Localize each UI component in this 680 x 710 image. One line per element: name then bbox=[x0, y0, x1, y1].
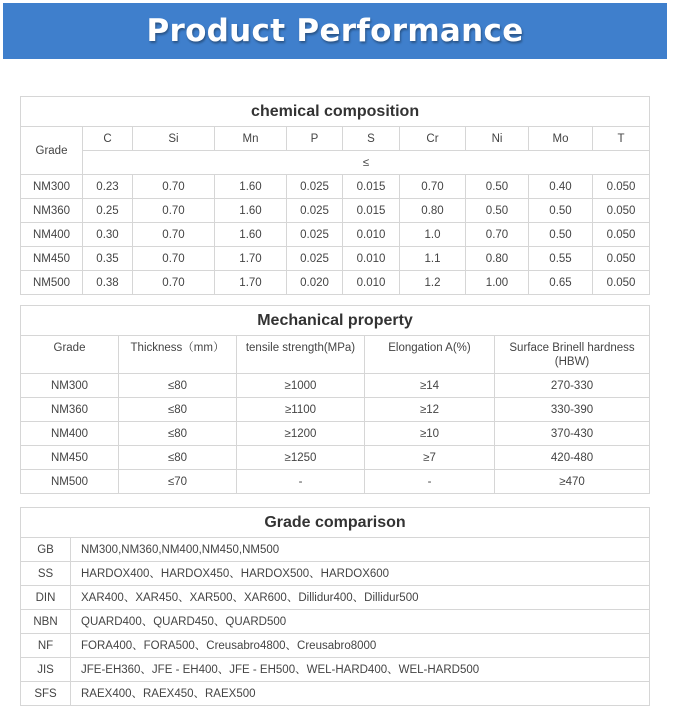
grades-cell: HARDOX400、HARDOX450、HARDOX500、HARDOX600 bbox=[71, 562, 650, 586]
cell: NM360 bbox=[21, 398, 119, 422]
cell: NM400 bbox=[21, 422, 119, 446]
cell: 0.23 bbox=[83, 175, 133, 199]
cell: 330-390 bbox=[495, 398, 650, 422]
cell: - bbox=[365, 470, 495, 494]
standard-cell: NBN bbox=[21, 610, 71, 634]
column-header: Grade bbox=[21, 336, 119, 374]
header-banner bbox=[3, 3, 667, 59]
grades-cell: JFE-EH360、JFE - EH400、JFE - EH500、WEL-HARD400、WEL-HARD500 bbox=[71, 658, 650, 682]
grades-cell: XAR400、XAR450、XAR500、XAR600、Dillidur400、Dillidur500 bbox=[71, 586, 650, 610]
cell: 0.025 bbox=[287, 247, 343, 271]
cell: 0.70 bbox=[466, 223, 529, 247]
column-header: Si bbox=[133, 127, 215, 151]
cell: 0.40 bbox=[529, 175, 593, 199]
table-row bbox=[21, 271, 650, 295]
cell: ≥470 bbox=[495, 470, 650, 494]
table-row bbox=[21, 586, 650, 610]
cell: ≥1250 bbox=[237, 446, 365, 470]
column-header: tensile strength(MPa) bbox=[237, 336, 365, 374]
cell: NM500 bbox=[21, 271, 83, 295]
table-row bbox=[21, 634, 650, 658]
cell: 1.60 bbox=[215, 199, 287, 223]
cell: 0.80 bbox=[466, 247, 529, 271]
cell: NM450 bbox=[21, 247, 83, 271]
cell: 0.010 bbox=[343, 247, 400, 271]
chemical-composition-table bbox=[20, 96, 650, 295]
cell: 0.050 bbox=[593, 271, 650, 295]
cell: 0.70 bbox=[133, 223, 215, 247]
cell: ≥1200 bbox=[237, 422, 365, 446]
cell: ≤80 bbox=[119, 446, 237, 470]
cell: ≥10 bbox=[365, 422, 495, 446]
cell: 0.55 bbox=[529, 247, 593, 271]
cell: 420-480 bbox=[495, 446, 650, 470]
grade-comparison-title: Grade comparison bbox=[21, 508, 650, 538]
cell: 1.0 bbox=[400, 223, 466, 247]
table-row bbox=[21, 538, 650, 562]
column-header: P bbox=[287, 127, 343, 151]
table-row bbox=[21, 446, 650, 470]
cell: 0.50 bbox=[466, 175, 529, 199]
cell: 0.050 bbox=[593, 223, 650, 247]
cell: 0.050 bbox=[593, 247, 650, 271]
cell: ≥12 bbox=[365, 398, 495, 422]
cell: 270-330 bbox=[495, 374, 650, 398]
cell: ≥1100 bbox=[237, 398, 365, 422]
grade-comparison-table bbox=[20, 507, 650, 706]
standard-cell: GB bbox=[21, 538, 71, 562]
grades-cell: NM300,NM360,NM400,NM450,NM500 bbox=[71, 538, 650, 562]
cell: 0.010 bbox=[343, 223, 400, 247]
cell: 0.025 bbox=[287, 199, 343, 223]
cell: 0.70 bbox=[133, 175, 215, 199]
cell: ≤80 bbox=[119, 422, 237, 446]
table-row bbox=[21, 422, 650, 446]
cell: ≤80 bbox=[119, 374, 237, 398]
cell: 0.50 bbox=[529, 199, 593, 223]
cell: 1.70 bbox=[215, 271, 287, 295]
cell: 1.60 bbox=[215, 175, 287, 199]
cell: 1.60 bbox=[215, 223, 287, 247]
standard-cell: SFS bbox=[21, 682, 71, 706]
cell: ≤70 bbox=[119, 470, 237, 494]
cell: 0.80 bbox=[400, 199, 466, 223]
cell: 0.015 bbox=[343, 199, 400, 223]
column-header: Thickness（mm） bbox=[119, 336, 237, 374]
column-header: C bbox=[83, 127, 133, 151]
cell: 0.30 bbox=[83, 223, 133, 247]
cell: 0.020 bbox=[287, 271, 343, 295]
cell: 0.70 bbox=[133, 199, 215, 223]
cell: 0.70 bbox=[133, 247, 215, 271]
table-row bbox=[21, 658, 650, 682]
cell: NM450 bbox=[21, 446, 119, 470]
grade-header: Grade bbox=[21, 127, 83, 175]
cell: 1.2 bbox=[400, 271, 466, 295]
cell: 0.025 bbox=[287, 175, 343, 199]
cell: 0.70 bbox=[400, 175, 466, 199]
column-header: Cr bbox=[400, 127, 466, 151]
cell: 0.70 bbox=[133, 271, 215, 295]
cell: 0.50 bbox=[529, 223, 593, 247]
column-header: Ni bbox=[466, 127, 529, 151]
standard-cell: DIN bbox=[21, 586, 71, 610]
cell: - bbox=[237, 470, 365, 494]
cell: 0.35 bbox=[83, 247, 133, 271]
table-row bbox=[21, 247, 650, 271]
cell: 1.1 bbox=[400, 247, 466, 271]
cell: 0.50 bbox=[466, 199, 529, 223]
table-row bbox=[21, 199, 650, 223]
cell: ≤80 bbox=[119, 398, 237, 422]
cell: NM300 bbox=[21, 374, 119, 398]
table-row bbox=[21, 470, 650, 494]
grades-cell: RAEX400、RAEX450、RAEX500 bbox=[71, 682, 650, 706]
mechanical-property-title: Mechanical property bbox=[21, 306, 650, 336]
column-header: T bbox=[593, 127, 650, 151]
grades-cell: FORA400、FORA500、Creusabro4800、Creusabro8000 bbox=[71, 634, 650, 658]
cell: NM400 bbox=[21, 223, 83, 247]
cell: 0.65 bbox=[529, 271, 593, 295]
column-header: Mn bbox=[215, 127, 287, 151]
table-row bbox=[21, 682, 650, 706]
cell: 0.050 bbox=[593, 199, 650, 223]
table-row bbox=[21, 398, 650, 422]
cell: 370-430 bbox=[495, 422, 650, 446]
cell: 0.25 bbox=[83, 199, 133, 223]
column-header: Elongation A(%) bbox=[365, 336, 495, 374]
standard-cell: SS bbox=[21, 562, 71, 586]
table-row bbox=[21, 223, 650, 247]
cell: NM500 bbox=[21, 470, 119, 494]
table-row bbox=[21, 374, 650, 398]
grades-cell: QUARD400、QUARD450、QUARD500 bbox=[71, 610, 650, 634]
cell: 0.010 bbox=[343, 271, 400, 295]
cell: ≥14 bbox=[365, 374, 495, 398]
cell: 0.050 bbox=[593, 175, 650, 199]
cell: NM300 bbox=[21, 175, 83, 199]
cell: ≥1000 bbox=[237, 374, 365, 398]
table-row bbox=[21, 610, 650, 634]
table-row bbox=[21, 562, 650, 586]
mechanical-property-table bbox=[20, 305, 650, 494]
chemical-composition-title: chemical composition bbox=[21, 97, 650, 127]
standard-cell: JIS bbox=[21, 658, 71, 682]
standard-cell: NF bbox=[21, 634, 71, 658]
cell: 1.70 bbox=[215, 247, 287, 271]
page-title: Product Performance bbox=[146, 13, 524, 49]
cell: 0.025 bbox=[287, 223, 343, 247]
cell: 0.015 bbox=[343, 175, 400, 199]
column-header: Surface Brinell hardness (HBW) bbox=[495, 336, 650, 374]
cell: 1.00 bbox=[466, 271, 529, 295]
column-header: Mo bbox=[529, 127, 593, 151]
table-row bbox=[21, 175, 650, 199]
column-header: S bbox=[343, 127, 400, 151]
cell: 0.38 bbox=[83, 271, 133, 295]
cell: ≥7 bbox=[365, 446, 495, 470]
limit-note: ≤ bbox=[83, 151, 650, 175]
cell: NM360 bbox=[21, 199, 83, 223]
